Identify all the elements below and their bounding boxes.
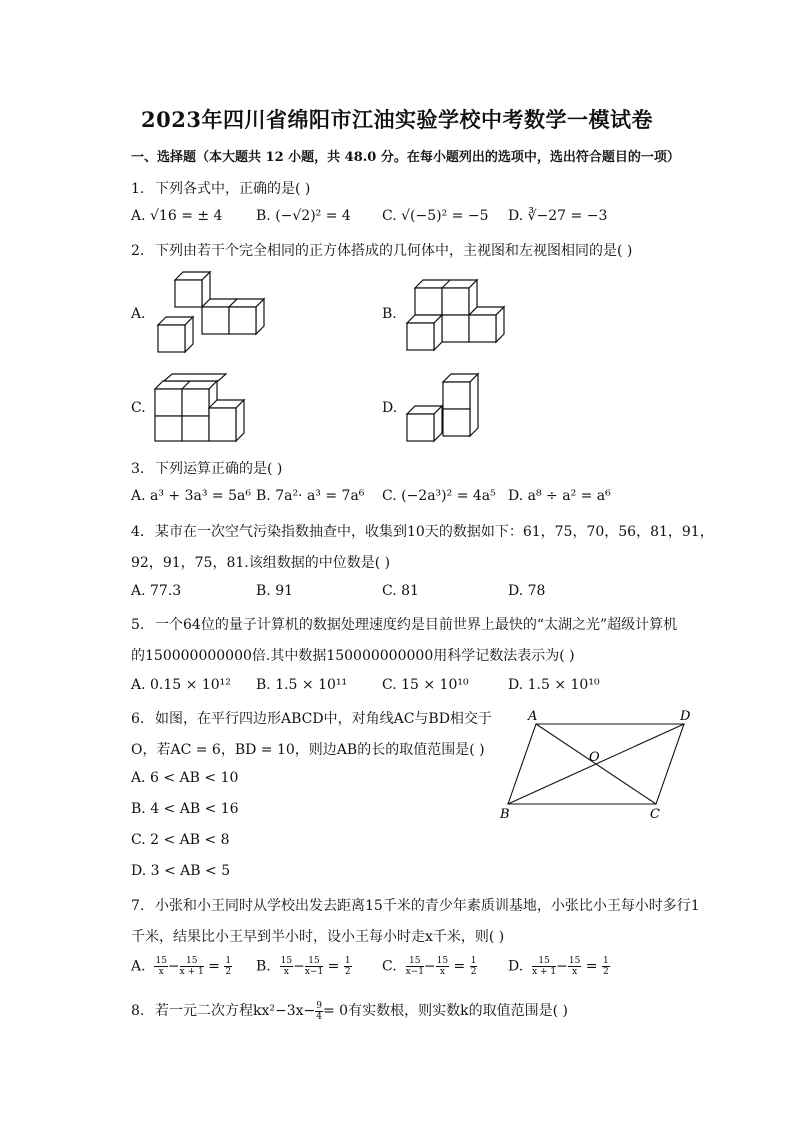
question-number: 5. (131, 617, 145, 633)
option-label: D. (508, 958, 524, 975)
question-number: 2. (131, 243, 145, 259)
question-stem-line-2: 92，91，75，81.该组数据的中位数是( ) (131, 555, 391, 571)
question-1 (131, 178, 310, 198)
label-a: A (528, 709, 538, 724)
question-3 (131, 458, 282, 478)
option-c[interactable]: C. √(−5)² = −5 (382, 208, 489, 224)
question-stem: 下列运算正确的是( ) (155, 461, 283, 477)
question-number: 4. (131, 524, 145, 540)
option-c[interactable]: C. $\frac{15}{x-1}$ − $\frac{15}{x}$ = $\frac{1}{2}$ (382, 956, 477, 977)
label-d: D (680, 709, 691, 724)
option-d[interactable]: D. 1.5 × 10¹⁰ (508, 677, 600, 693)
label-o: O (589, 750, 600, 765)
option-label: A. (131, 958, 146, 975)
option-d[interactable]: D. $\frac{15}{x + 1}$ − $\frac{15}{x}$ = $\frac{1}{2}$ (508, 956, 609, 977)
question-2 (131, 240, 632, 260)
option-a[interactable]: A. $\frac{15}{x}$ − $\frac{15}{x + 1}$ = $\frac{1}{2}$ (131, 956, 232, 977)
option-b[interactable]: B. 7a²· a³ = 7a⁶ (256, 488, 365, 504)
option-c[interactable]: C. (131, 400, 146, 416)
option-c[interactable]: C. 15 × 10¹⁰ (382, 677, 469, 693)
question-stem-part-2: = 0有实数根，则实数k的取值范围是( ) (323, 1003, 568, 1019)
question-number: 7. (131, 898, 145, 914)
option-d[interactable]: D. a⁸ ÷ a² = a⁶ (508, 488, 611, 504)
option-b[interactable]: B. (382, 306, 397, 322)
option-a[interactable]: A. 77.3 (131, 583, 182, 599)
option-a[interactable]: A. (131, 306, 146, 322)
question-stem-part-1: 若一元二次方程kx²−3x− (155, 1003, 316, 1019)
cube-figure-a (150, 270, 270, 356)
option-d[interactable]: D. 78 (508, 583, 546, 599)
question-8 (131, 1000, 568, 1022)
option-d[interactable]: D. ∛−27 = −3 (508, 208, 608, 224)
label-b: B (500, 807, 510, 822)
label-c: C (650, 807, 660, 822)
fraction: $\frac{9}{4}$ (316, 1000, 322, 1022)
option-b[interactable]: B. 1.5 × 10¹¹ (256, 677, 348, 693)
parallelogram-figure (494, 704, 704, 824)
cube-figure-d (405, 372, 495, 444)
option-d[interactable]: D. (382, 400, 398, 416)
question-stem-line-2: O，若AC = 6，BD = 10，则边AB的长的取值范围是( ) (131, 742, 485, 758)
question-6 (131, 708, 492, 728)
option-c[interactable]: C. 2 < AB < 8 (131, 832, 230, 848)
question-4 (131, 521, 714, 541)
option-c[interactable]: C. (−2a³)² = 4a⁵ (382, 488, 496, 504)
option-b[interactable]: B. (−√2)² = 4 (256, 208, 351, 224)
question-stem-line-1: 如图，在平行四边形ABCD中，对角线AC与BD相交于 (155, 711, 492, 727)
option-c[interactable]: C. 81 (382, 583, 419, 599)
section-heading: 一、选择题（本大题共 12 小题，共 48.0 分。在每小题列出的选项中，选出符合题目的一项） (131, 150, 680, 165)
option-a[interactable]: A. 0.15 × 10¹² (131, 677, 231, 693)
question-stem: 下列由若干个完全相同的正方体搭成的几何体中，主视图和左视图相同的是( ) (155, 243, 633, 259)
question-number: 1. (131, 181, 145, 197)
cube-figure-c (150, 372, 260, 444)
option-a[interactable]: A. 6 < AB < 10 (131, 770, 239, 786)
question-number: 6. (131, 711, 145, 727)
question-stem-line-1: 一个64位的量子计算机的数据处理速度约是目前世界上最快的“太湖之光”超级计算机 (155, 617, 678, 633)
option-label: C. (382, 958, 397, 975)
option-d[interactable]: D. 3 < AB < 5 (131, 863, 231, 879)
option-b[interactable]: B. 91 (256, 583, 294, 599)
question-7 (131, 895, 700, 915)
question-number: 3. (131, 461, 145, 477)
question-stem-line-1: 小张和小王同时从学校出发去距离15千米的青少年素质训基地，小张比小王每小时多行1 (155, 898, 700, 914)
option-b[interactable]: B. $\frac{15}{x}$ − $\frac{15}{x-1}$ = $\frac{1}{2}$ (256, 956, 351, 977)
page-title: 2023年四川省绵阳市江油实验学校中考数学一模试卷 (141, 107, 653, 132)
question-5 (131, 614, 677, 634)
question-stem: 下列各式中，正确的是( ) (155, 181, 311, 197)
option-a[interactable]: A. √16 = ± 4 (131, 208, 223, 224)
option-a[interactable]: A. a³ + 3a³ = 5a⁶ (131, 488, 251, 504)
question-number: 8. (131, 1003, 145, 1019)
question-stem-line-2: 的150000000000倍.其中数据150000000000用科学记数法表示为( ) (131, 648, 575, 664)
option-label: B. (256, 958, 271, 975)
option-b[interactable]: B. 4 < AB < 16 (131, 801, 239, 817)
question-stem-line-2: 千米，结果比小王早到半小时，设小王每小时走x千米，则( ) (131, 929, 505, 945)
cube-figure-b (405, 278, 515, 352)
question-stem-line-1: 某市在一次空气污染指数抽查中，收集到10天的数据如下：61，75，70，56，81，91， (155, 524, 714, 540)
